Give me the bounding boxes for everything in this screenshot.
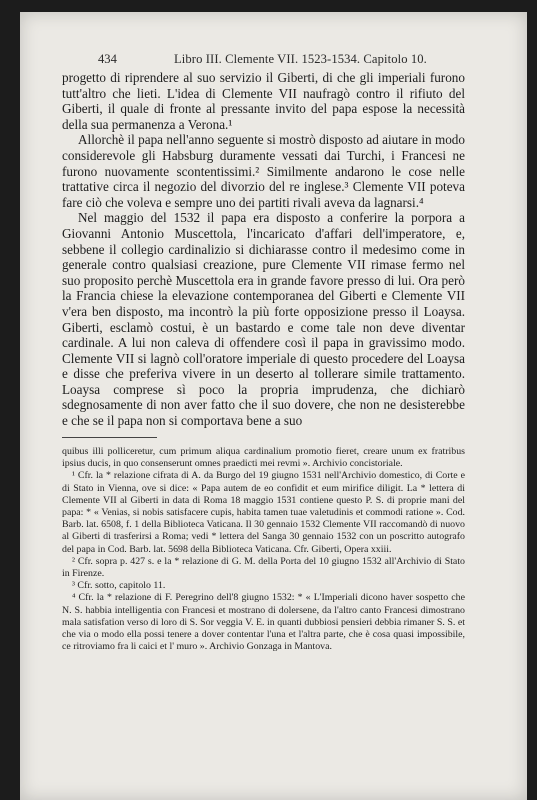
page-number: 434 [98, 52, 117, 66]
paragraph: Allorchè il papa nell'anno seguente si mostrò disposto ad aiutare in modo considerevole gli Habsburg duramente vessati dai Turchi, i Francesi ne furono nuovamente scontentissimi.² Similmente andarono le cose nelle trattative circa il negozio del divorzio del re inglese.³ Clemente VII poteva fare ciò che voleva e sempre uno dei partiti rivali aveva da lagnarsi.⁴ [62, 132, 465, 210]
running-title: Libro III. Clemente VII. 1523-1534. Capitolo 10. [174, 52, 427, 66]
paragraph: Nel maggio del 1532 il papa era disposto a conferire la porpora a Giovanni Antonio Muscettola, l'incaricato d'affari dell'imperatore, e, sebbene il collegio cardinalizio si dichiarasse contro il medesimo come in generale contro qualsiasi creazione, pure Clemente VII rimase fermo nel suo proposito perchè Muscettola era in grande favore presso di lui. Ora però la Francia chiese la elevazione contemporanea del Giberti e Clemente VII v'era ben disposto, ma incontrò la più forte opposizione presso il Loaysa. Giberti, esclamò costui, è un bastardo e come tale non deve diventar cardinale. A lui non caleva di offendere così il papa in gravissimo modo. Clemente VII si lagnò coll'oratore imperiale di questo procedere del Loaysa e disse che preferiva vivere in un deserto al tollerare simile trattamento. Loaysa comprese sì poco la propria imprudenza, che dichiarò sdegnosamente di non aver fatto che il suo dovere, che non ne desisterebbe e che se il papa non si comportava bene a suo [62, 210, 465, 429]
main-text [62, 70, 465, 429]
footnote: ² Cfr. sopra p. 427 s. e la * relazione di G. M. della Porta del 10 giugno 1532 all'Archivio di Stato in Firenze. [62, 555, 465, 580]
footnote-separator [62, 437, 157, 438]
footnote: ³ Cfr. sotto, capitolo 11. [72, 580, 166, 592]
paragraph: progetto di riprendere al suo servizio il Giberti, di che gli imperiali furono tutt'altro che lieti. L'idea di Clemente VII naufragò contro il rifiuto del Giberti, il quale di fronte al pressante invito del papa espose la necessità della sua permanenza a Verona.¹ [62, 70, 465, 132]
footnote-continuation: quibus illi polliceretur, cum primum aliqua cardinalium promotio fieret, creare unum ex fratribus ipsius ducis, in quo consenserunt omnes praedicti mei revmi ». Archivio concistoriale. [62, 446, 465, 470]
footnote: ⁴ Cfr. la * relazione di F. Peregrino dell'8 giugno 1532: * « L'Imperiali dicono haver sospetto che N. S. habbia intelligentia con Francesi et mostrano di dolersene, da l'altro canto Francesi dimostrano mala satisfation verso di loro di S. Sor veggia V. E. in quanti dubbiosi pensieri debbia rimaner S. S. et che via o modo ella possi tenere a dover contentar l'una et l'altra parte, che è cosa quasi impossibile, ce ritroviamo fra li caici et l' muro ». Archivio Gonzaga in Mantova. [62, 592, 465, 653]
footnote: ¹ Cfr. la * relazione cifrata di A. da Burgo del 19 giugno 1531 nell'Archivio domestico, di Corte e di Stato in Vienna, ove si dice: « Papa autem de eo confidit et eum mirifice diligit. La * lettera di Clemente VII al Giberti in data di Roma 18 maggio 1531 contiene questo P. S. di proprie mani del papa: * « Venias, si nobis satisfacere cupis, habita tamen tuae valetudinis et commodi ratione ». Cod. Barb. lat. 6508, f. 1 della Biblioteca Vaticana. Il 30 gennaio 1532 Clemente VII raccomandò di nuovo al Giberti di trasferirsi a Roma; vedi * lettera del Sanga 30 gennaio 1532 con un poscritto autografo del papa in Cod. Barb. lat. 5698 della Biblioteca Vaticana. Cfr. Giberti, Opera xxiii. [62, 470, 465, 555]
footnotes [62, 446, 465, 653]
